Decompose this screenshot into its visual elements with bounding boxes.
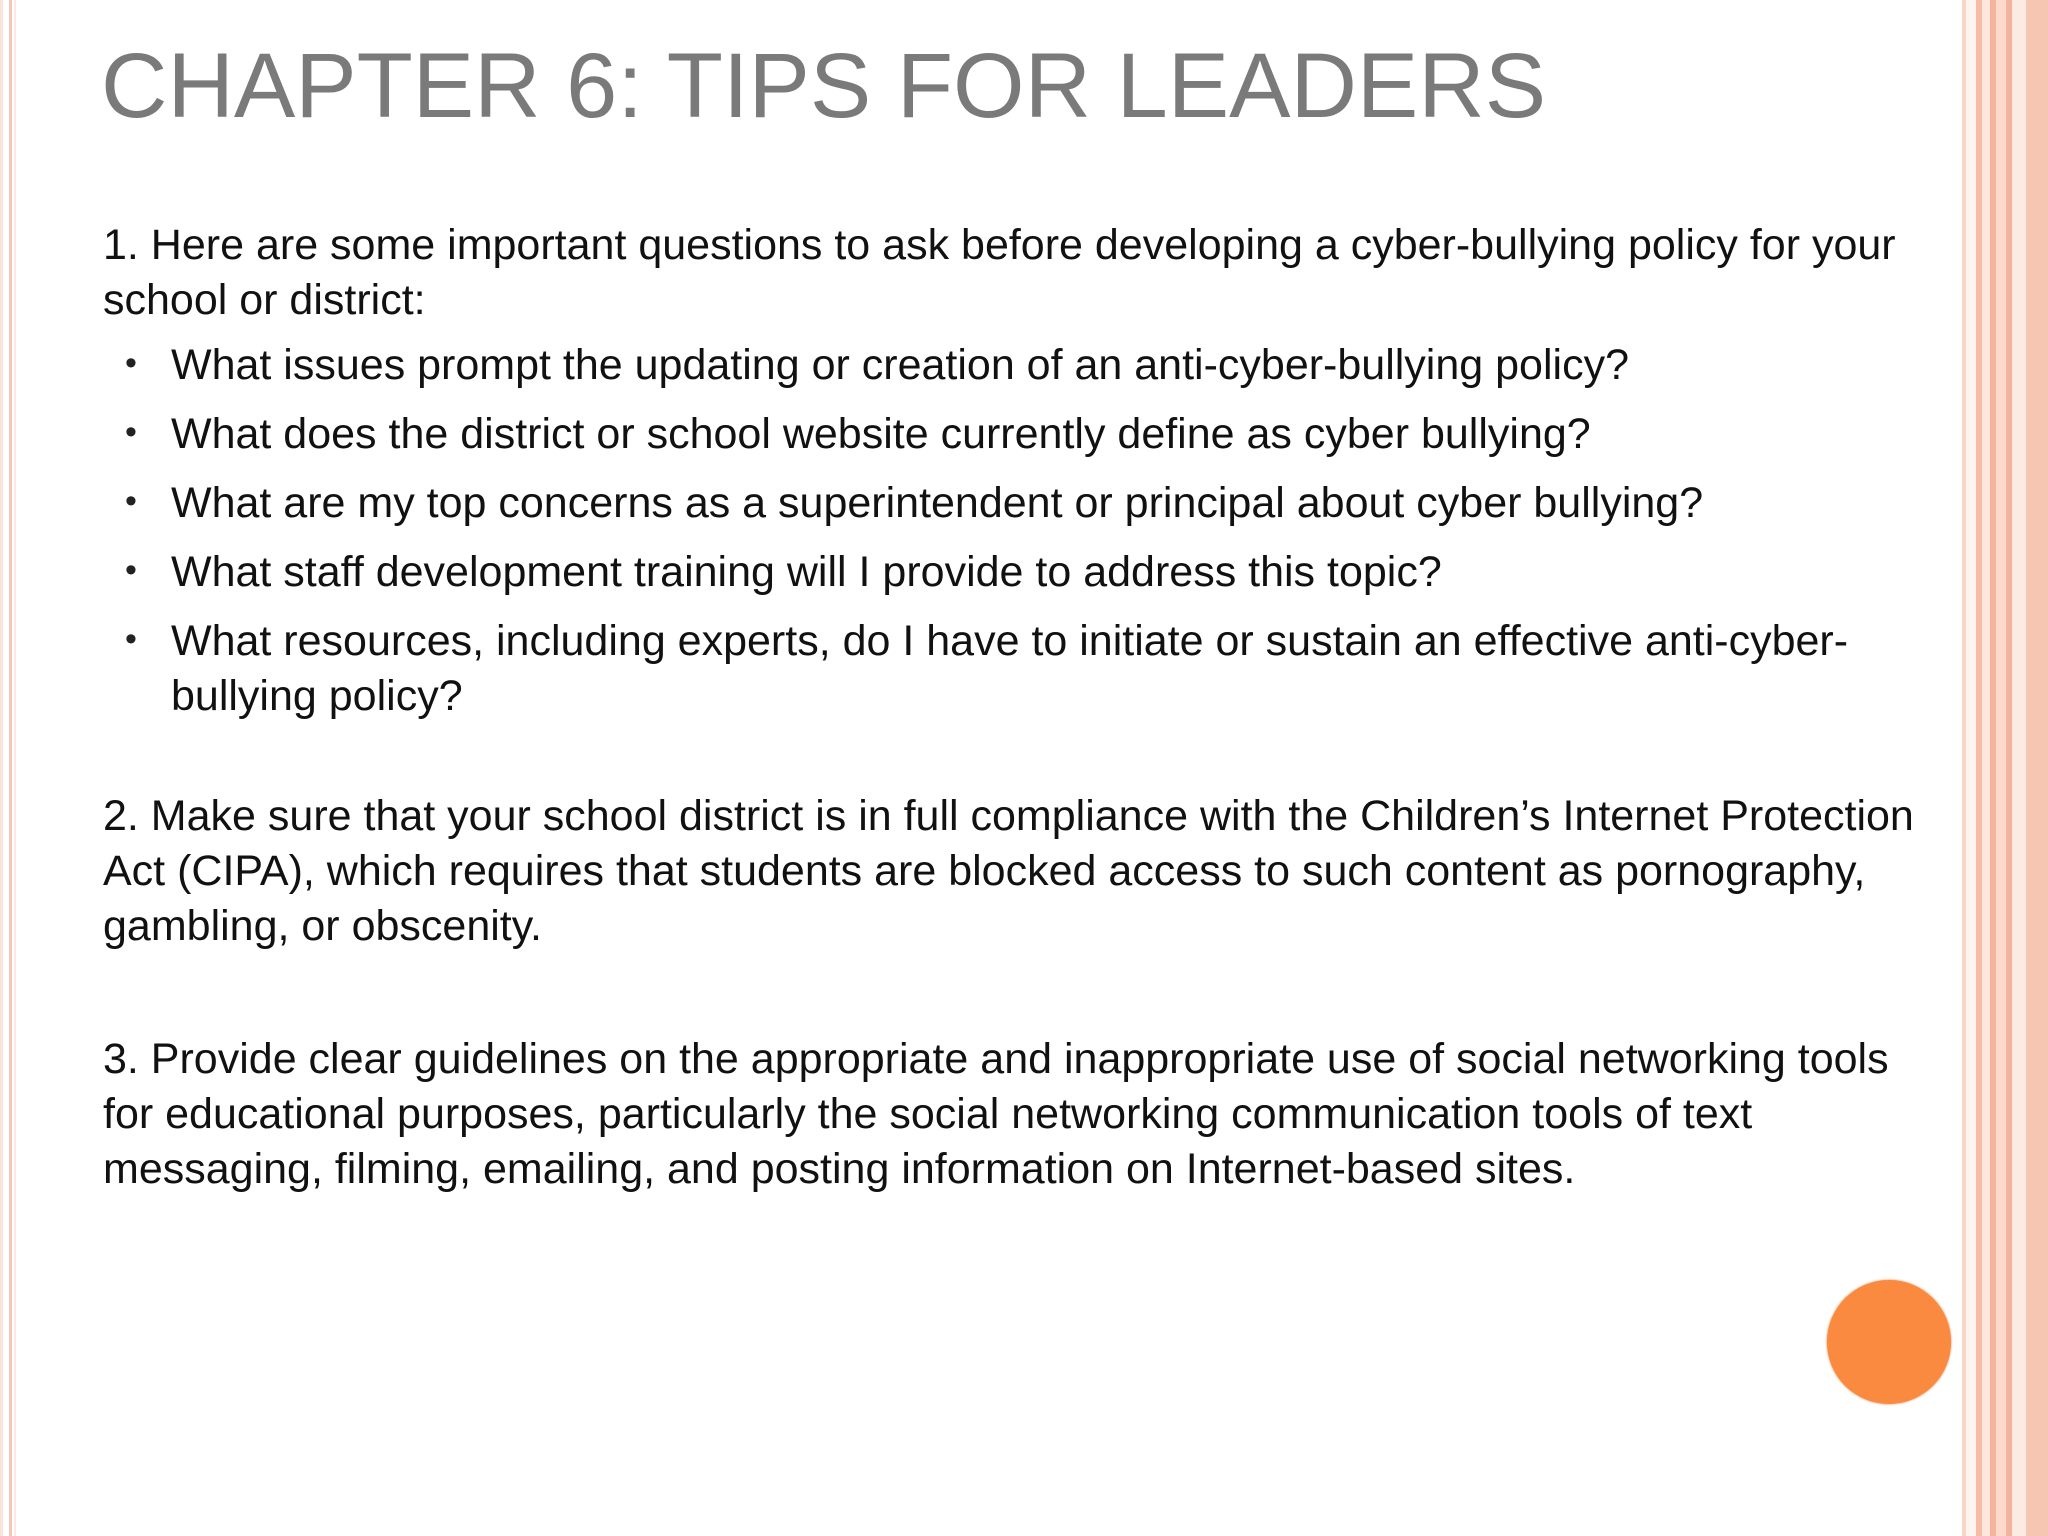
point-1-text: 1. Here are some important questions to ask before developing a cyber-bullying policy for your school or district: [103,221,1896,324]
point-3-text: 3. Provide clear guidelines on the appropriate and inappropriate use of social networking tools for educational purposes, particularly the social networking communication tools of text messaging, filming, emailing, and posting information on Internet-based sites. [103,1035,1889,1193]
question-text: What issues prompt the updating or creation of an anti-cyber-bullying policy? [171,341,1629,389]
right-decorative-stripe [2012,0,2026,1536]
slide-title: CHAPTER 6: TIPS FOR LEADERS [101,35,1547,137]
right-decorative-stripe [1996,0,2006,1536]
question-item [103,476,1943,531]
left-border-stripe [0,0,3,1536]
right-decorative-stripe [2026,0,2048,1536]
orange-circle-icon [1827,1280,1951,1404]
question-text: What staff development training will I provide to address this topic? [171,548,1442,596]
question-item [103,338,1943,393]
left-border-stripe [14,0,16,1536]
bullet-icon: • [125,482,137,520]
question-item [103,407,1943,462]
bullet-icon: • [125,413,137,451]
bullet-icon: • [125,551,137,589]
spacer [103,954,1943,1032]
spacer [103,738,1943,789]
question-item [103,545,1943,600]
slide-body [103,218,1943,1197]
point-2-text: 2. Make sure that your school district is in full compliance with the Children’s Internet Protection Act (CIPA), which requires that students are blocked access to such content as pornography, gambling, or obscenity. [103,792,1914,950]
bullet-icon: • [125,620,137,658]
right-decorative-stripe [1966,0,1976,1536]
question-text: What does the district or school website currently define as cyber bullying? [171,410,1591,458]
question-list [103,338,1943,724]
right-decorative-stripe [1982,0,1990,1536]
question-item [103,614,1943,724]
left-border-stripe [9,0,12,1536]
question-text: What are my top concerns as a superintendent or principal about cyber bullying? [171,479,1704,527]
bullet-icon: • [125,344,137,382]
question-text: What resources, including experts, do I have to initiate or sustain an effective anti-cyber-bullying policy? [171,617,1849,720]
